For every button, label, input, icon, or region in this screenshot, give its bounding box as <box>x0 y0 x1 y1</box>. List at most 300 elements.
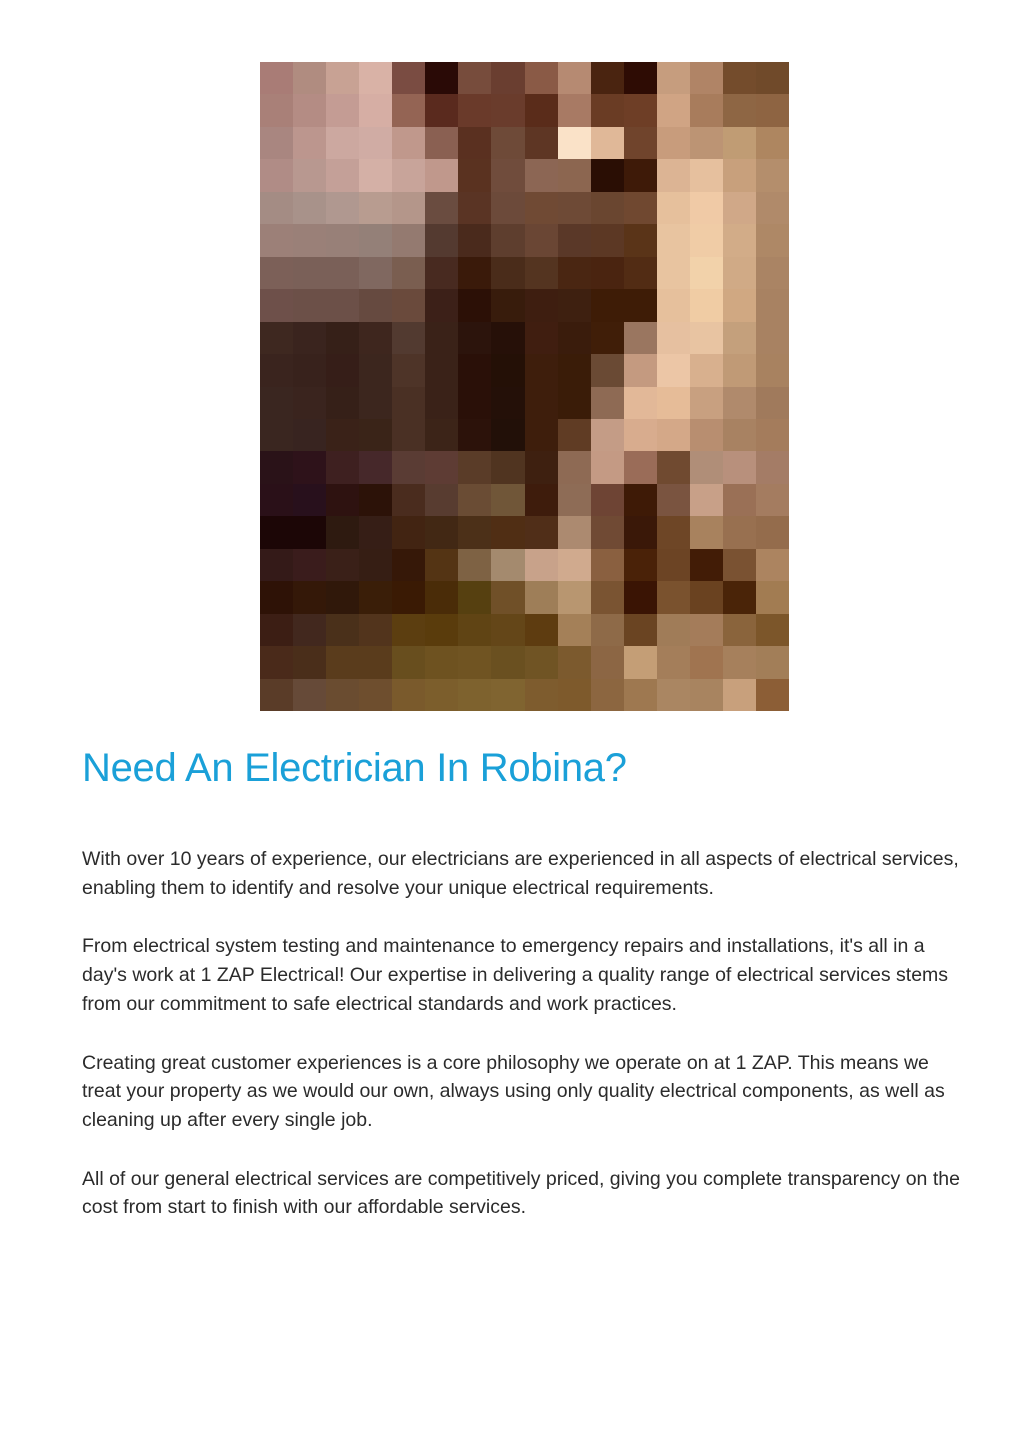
image-pixel <box>326 387 359 419</box>
image-pixel <box>425 257 458 289</box>
image-pixel <box>723 581 756 613</box>
image-pixel <box>591 679 624 711</box>
image-pixel <box>392 192 425 224</box>
image-pixel <box>425 289 458 321</box>
image-pixel <box>525 94 558 126</box>
image-pixel <box>359 354 392 386</box>
image-pixel <box>458 387 491 419</box>
image-pixel <box>293 224 326 256</box>
paragraph-philosophy: Creating great customer experiences is a core philosophy we operate on at 1 ZAP. This means we treat your property as we would our own, always using only quality electrical components, as well as cleaning up after every single job. <box>82 1051 945 1131</box>
image-pixel <box>690 679 723 711</box>
image-pixel <box>756 257 789 289</box>
image-pixel <box>425 581 458 613</box>
image-pixel <box>392 387 425 419</box>
image-pixel <box>491 192 524 224</box>
image-pixel <box>591 62 624 94</box>
paragraph-services: From electrical system testing and maintenance to emergency repairs and installations, it's all in a day's work at 1 ZAP Electrical! Our expertise in delivering a quality range of electrical services stems from our commitment to safe electrical standards and work practices. <box>82 935 949 1015</box>
image-pixel <box>525 224 558 256</box>
image-pixel <box>293 94 326 126</box>
image-pixel <box>326 614 359 646</box>
image-pixel <box>326 484 359 516</box>
image-pixel <box>260 94 293 126</box>
image-pixel <box>756 484 789 516</box>
image-pixel <box>756 451 789 483</box>
image-pixel <box>359 549 392 581</box>
image-pixel <box>525 516 558 548</box>
image-pixel <box>458 289 491 321</box>
image-pixel <box>690 192 723 224</box>
image-pixel <box>558 257 591 289</box>
image-pixel <box>657 322 690 354</box>
image-pixel <box>591 387 624 419</box>
image-pixel <box>723 354 756 386</box>
image-pixel <box>723 94 756 126</box>
image-pixel <box>525 484 558 516</box>
image-pixel <box>756 192 789 224</box>
image-pixel <box>756 581 789 613</box>
image-pixel <box>690 62 723 94</box>
image-pixel <box>690 387 723 419</box>
image-pixel <box>690 257 723 289</box>
image-pixel <box>591 354 624 386</box>
image-pixel <box>756 322 789 354</box>
image-pixel <box>458 354 491 386</box>
image-pixel <box>657 516 690 548</box>
image-pixel <box>260 451 293 483</box>
image-pixel <box>392 257 425 289</box>
image-pixel <box>491 484 524 516</box>
image-pixel <box>359 94 392 126</box>
image-pixel <box>458 451 491 483</box>
image-pixel <box>293 322 326 354</box>
image-pixel <box>491 387 524 419</box>
image-pixel <box>525 289 558 321</box>
image-pixel <box>756 94 789 126</box>
image-pixel <box>591 484 624 516</box>
image-pixel <box>392 484 425 516</box>
image-pixel <box>756 646 789 678</box>
image-pixel <box>293 679 326 711</box>
image-pixel <box>359 62 392 94</box>
image-pixel <box>392 159 425 191</box>
image-pixel <box>525 322 558 354</box>
image-pixel <box>723 549 756 581</box>
image-pixel <box>491 419 524 451</box>
image-pixel <box>326 62 359 94</box>
image-pixel <box>624 484 657 516</box>
image-pixel <box>657 289 690 321</box>
image-pixel <box>657 484 690 516</box>
image-pixel <box>723 646 756 678</box>
image-pixel <box>260 224 293 256</box>
image-pixel <box>392 614 425 646</box>
image-pixel <box>657 679 690 711</box>
image-pixel <box>591 192 624 224</box>
image-pixel <box>624 159 657 191</box>
image-pixel <box>525 549 558 581</box>
image-pixel <box>558 614 591 646</box>
image-pixel <box>525 614 558 646</box>
image-pixel <box>359 289 392 321</box>
image-pixel <box>458 62 491 94</box>
image-pixel <box>392 679 425 711</box>
image-pixel <box>624 387 657 419</box>
image-pixel <box>359 419 392 451</box>
image-pixel <box>624 354 657 386</box>
image-pixel <box>425 62 458 94</box>
image-pixel <box>359 451 392 483</box>
image-pixel <box>624 192 657 224</box>
image-pixel <box>690 289 723 321</box>
image-pixel <box>624 257 657 289</box>
image-pixel <box>624 62 657 94</box>
image-pixel <box>260 354 293 386</box>
image-pixel <box>591 581 624 613</box>
image-pixel <box>260 646 293 678</box>
image-pixel <box>359 484 392 516</box>
image-pixel <box>359 192 392 224</box>
body-copy <box>82 845 972 1252</box>
image-pixel <box>293 289 326 321</box>
image-pixel <box>458 484 491 516</box>
image-pixel <box>723 257 756 289</box>
image-pixel <box>491 451 524 483</box>
image-pixel <box>591 419 624 451</box>
image-pixel <box>260 192 293 224</box>
image-pixel <box>558 354 591 386</box>
image-pixel <box>425 224 458 256</box>
image-pixel <box>260 387 293 419</box>
image-pixel <box>558 159 591 191</box>
image-pixel <box>491 549 524 581</box>
image-pixel <box>326 192 359 224</box>
image-pixel <box>591 322 624 354</box>
image-pixel <box>458 646 491 678</box>
image-pixel <box>491 94 524 126</box>
image-pixel <box>690 224 723 256</box>
image-pixel <box>293 257 326 289</box>
image-pixel <box>359 159 392 191</box>
image-pixel <box>392 451 425 483</box>
image-pixel <box>326 679 359 711</box>
image-pixel <box>558 451 591 483</box>
image-pixel <box>591 451 624 483</box>
image-pixel <box>690 94 723 126</box>
image-pixel <box>326 224 359 256</box>
image-pixel <box>260 614 293 646</box>
image-pixel <box>558 549 591 581</box>
image-pixel <box>657 549 690 581</box>
image-pixel <box>525 127 558 159</box>
image-pixel <box>690 484 723 516</box>
image-pixel <box>525 387 558 419</box>
image-pixel <box>657 127 690 159</box>
image-pixel <box>392 419 425 451</box>
image-pixel <box>690 549 723 581</box>
image-pixel <box>326 289 359 321</box>
image-pixel <box>624 127 657 159</box>
image-pixel <box>657 581 690 613</box>
image-pixel <box>425 646 458 678</box>
image-pixel <box>293 451 326 483</box>
image-pixel <box>491 581 524 613</box>
image-pixel <box>723 387 756 419</box>
image-pixel <box>293 387 326 419</box>
image-pixel <box>756 387 789 419</box>
image-pixel <box>425 419 458 451</box>
image-pixel <box>624 679 657 711</box>
image-pixel <box>392 289 425 321</box>
image-pixel <box>525 581 558 613</box>
image-pixel <box>723 451 756 483</box>
image-pixel <box>756 614 789 646</box>
image-pixel <box>690 322 723 354</box>
image-pixel <box>359 646 392 678</box>
image-pixel <box>392 224 425 256</box>
image-pixel <box>425 322 458 354</box>
image-pixel <box>293 516 326 548</box>
image-pixel <box>491 289 524 321</box>
image-pixel <box>591 646 624 678</box>
image-pixel <box>425 127 458 159</box>
image-pixel <box>425 387 458 419</box>
image-pixel <box>293 549 326 581</box>
image-pixel <box>624 419 657 451</box>
image-pixel <box>558 419 591 451</box>
image-pixel <box>458 549 491 581</box>
image-pixel <box>260 419 293 451</box>
image-pixel <box>558 322 591 354</box>
image-pixel <box>558 289 591 321</box>
image-pixel <box>491 354 524 386</box>
image-pixel <box>458 127 491 159</box>
image-pixel <box>690 581 723 613</box>
image-pixel <box>260 679 293 711</box>
image-pixel <box>392 646 425 678</box>
image-pixel <box>392 581 425 613</box>
image-pixel <box>425 614 458 646</box>
image-pixel <box>657 257 690 289</box>
image-pixel <box>260 127 293 159</box>
image-pixel <box>558 224 591 256</box>
image-pixel <box>326 257 359 289</box>
image-pixel <box>756 516 789 548</box>
image-pixel <box>624 549 657 581</box>
image-pixel <box>657 419 690 451</box>
image-pixel <box>756 159 789 191</box>
image-pixel <box>558 516 591 548</box>
image-pixel <box>458 679 491 711</box>
image-pixel <box>525 451 558 483</box>
image-pixel <box>756 549 789 581</box>
image-pixel <box>591 257 624 289</box>
image-pixel <box>723 159 756 191</box>
image-pixel <box>458 159 491 191</box>
image-pixel <box>425 192 458 224</box>
image-pixel <box>525 354 558 386</box>
image-pixel <box>756 419 789 451</box>
image-pixel <box>657 159 690 191</box>
image-pixel <box>260 516 293 548</box>
image-pixel <box>491 224 524 256</box>
image-pixel <box>491 257 524 289</box>
image-pixel <box>591 159 624 191</box>
image-pixel <box>458 581 491 613</box>
image-pixel <box>293 62 326 94</box>
image-pixel <box>260 322 293 354</box>
image-pixel <box>558 62 591 94</box>
image-pixel <box>293 127 326 159</box>
image-pixel <box>326 322 359 354</box>
image-pixel <box>326 354 359 386</box>
hero-image-pixelated <box>260 62 789 711</box>
image-pixel <box>293 484 326 516</box>
image-pixel <box>558 646 591 678</box>
image-pixel <box>326 159 359 191</box>
image-pixel <box>690 614 723 646</box>
image-pixel <box>657 192 690 224</box>
image-pixel <box>392 94 425 126</box>
image-pixel <box>293 192 326 224</box>
image-pixel <box>657 62 690 94</box>
image-pixel <box>657 354 690 386</box>
image-pixel <box>425 94 458 126</box>
image-pixel <box>525 679 558 711</box>
image-pixel <box>260 484 293 516</box>
image-pixel <box>359 581 392 613</box>
image-pixel <box>458 224 491 256</box>
image-pixel <box>293 354 326 386</box>
image-pixel <box>624 581 657 613</box>
image-pixel <box>624 224 657 256</box>
image-pixel <box>491 127 524 159</box>
image-pixel <box>525 159 558 191</box>
image-pixel <box>525 62 558 94</box>
image-pixel <box>723 614 756 646</box>
image-pixel <box>491 322 524 354</box>
image-pixel <box>723 224 756 256</box>
image-pixel <box>624 289 657 321</box>
image-pixel <box>624 451 657 483</box>
image-pixel <box>591 127 624 159</box>
image-pixel <box>260 257 293 289</box>
image-pixel <box>723 62 756 94</box>
image-pixel <box>293 581 326 613</box>
image-pixel <box>326 549 359 581</box>
image-pixel <box>723 679 756 711</box>
image-pixel <box>326 516 359 548</box>
image-pixel <box>392 354 425 386</box>
image-pixel <box>591 549 624 581</box>
image-pixel <box>359 224 392 256</box>
image-pixel <box>359 257 392 289</box>
image-pixel <box>723 192 756 224</box>
image-pixel <box>491 679 524 711</box>
image-pixel <box>723 322 756 354</box>
image-pixel <box>458 257 491 289</box>
image-pixel <box>359 679 392 711</box>
image-pixel <box>425 354 458 386</box>
image-pixel <box>657 224 690 256</box>
image-pixel <box>326 419 359 451</box>
image-pixel <box>525 192 558 224</box>
image-pixel <box>657 94 690 126</box>
image-pixel <box>690 516 723 548</box>
image-pixel <box>326 127 359 159</box>
image-pixel <box>425 159 458 191</box>
image-pixel <box>558 192 591 224</box>
image-pixel <box>326 451 359 483</box>
image-pixel <box>392 127 425 159</box>
image-pixel <box>723 289 756 321</box>
image-pixel <box>558 484 591 516</box>
image-pixel <box>326 646 359 678</box>
image-pixel <box>657 451 690 483</box>
image-pixel <box>458 614 491 646</box>
image-pixel <box>657 387 690 419</box>
image-pixel <box>392 62 425 94</box>
image-pixel <box>458 516 491 548</box>
image-pixel <box>359 516 392 548</box>
image-pixel <box>756 62 789 94</box>
image-pixel <box>491 159 524 191</box>
image-pixel <box>690 159 723 191</box>
image-pixel <box>392 322 425 354</box>
image-pixel <box>657 646 690 678</box>
image-pixel <box>392 516 425 548</box>
image-pixel <box>425 516 458 548</box>
image-pixel <box>260 62 293 94</box>
image-pixel <box>723 484 756 516</box>
paragraph-experience: With over 10 years of experience, our electricians are experienced in all aspects of electrical services, enabling them to identify and resolve your unique electrical requirements. <box>82 848 959 899</box>
image-pixel <box>723 419 756 451</box>
image-pixel <box>756 354 789 386</box>
image-pixel <box>690 354 723 386</box>
image-pixel <box>491 516 524 548</box>
image-pixel <box>591 94 624 126</box>
image-pixel <box>525 646 558 678</box>
image-pixel <box>260 549 293 581</box>
image-pixel <box>525 257 558 289</box>
image-pixel <box>591 224 624 256</box>
page-title: Need An Electrician In Robina? <box>82 746 627 790</box>
paragraph-pricing: All of our general electrical services are competitively priced, giving you complete transparency on the cost from start to finish with our affordable services. <box>82 1167 960 1219</box>
image-pixel <box>260 159 293 191</box>
image-pixel <box>690 419 723 451</box>
image-pixel <box>293 646 326 678</box>
image-pixel <box>690 127 723 159</box>
image-pixel <box>624 516 657 548</box>
image-pixel <box>359 614 392 646</box>
image-pixel <box>723 127 756 159</box>
image-pixel <box>392 549 425 581</box>
image-pixel <box>591 289 624 321</box>
image-pixel <box>359 322 392 354</box>
image-pixel <box>260 581 293 613</box>
image-pixel <box>558 581 591 613</box>
image-pixel <box>491 646 524 678</box>
image-pixel <box>690 451 723 483</box>
image-pixel <box>558 679 591 711</box>
image-pixel <box>690 646 723 678</box>
image-pixel <box>756 289 789 321</box>
image-pixel <box>326 581 359 613</box>
image-pixel <box>326 94 359 126</box>
image-pixel <box>491 614 524 646</box>
image-pixel <box>756 127 789 159</box>
image-pixel <box>558 127 591 159</box>
image-pixel <box>657 614 690 646</box>
